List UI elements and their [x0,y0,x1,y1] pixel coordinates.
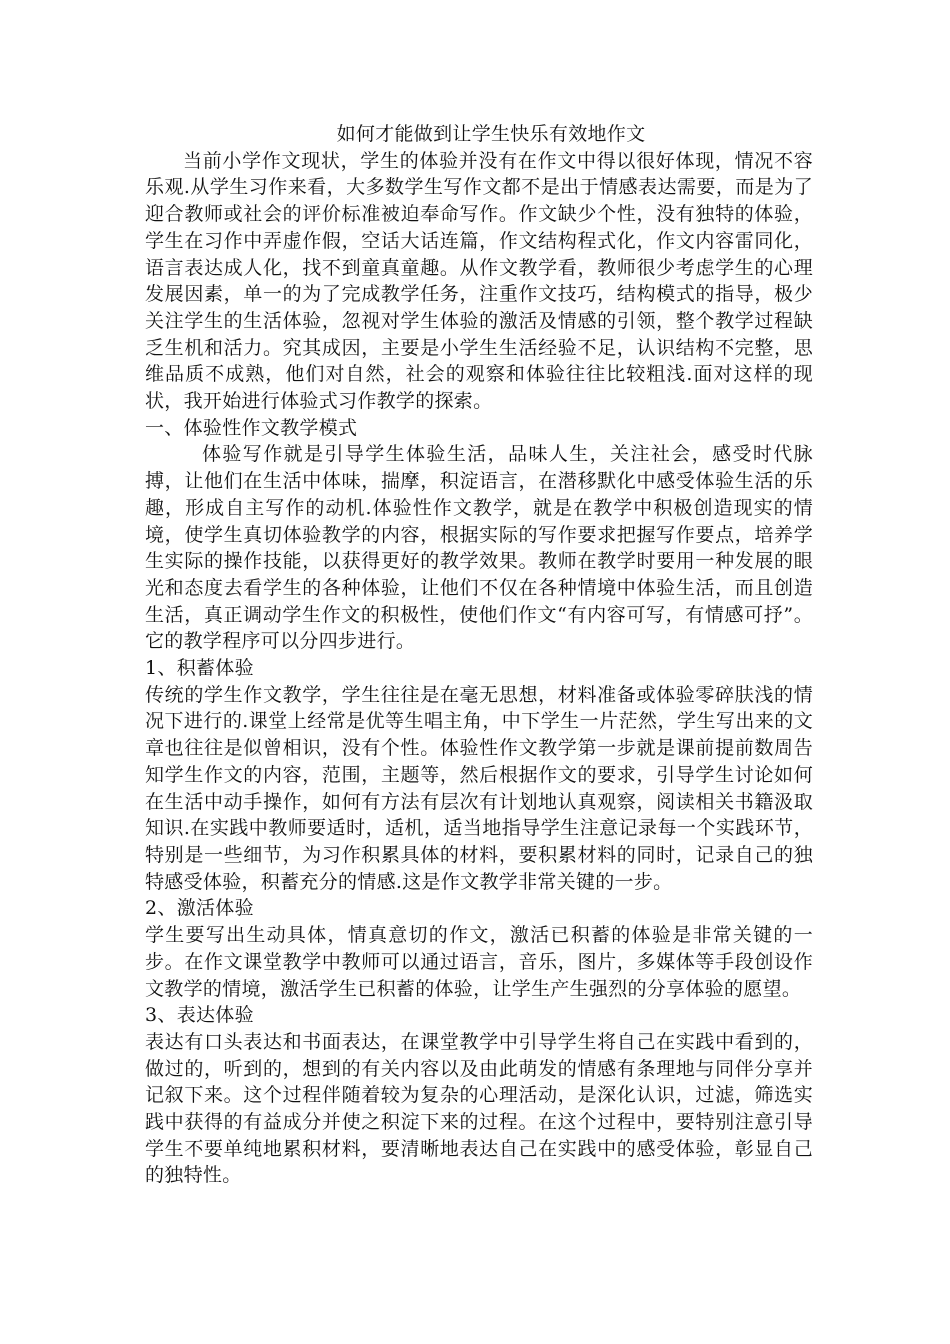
step1-paragraph: 传统的学生作文教学，学生往往是在毫无思想，材料准备或体验零碎肤浅的情况下进行的.课堂上经常是优等生唱主角，中下学生一片茫然，学生写出来的文章也往往是似曾相识，没有个性。体验性作文教学第一步就是课前提前数周告知学生作文的内容，范围，主题等，然后根据作文的要求，引导学生讨论如何在生活中动手操作，如何有方法有层次有计划地认真观察，阅读相关书籍汲取知识.在实践中教师要适时，适机，适当地指导学生注意记录每一个实践环节，特别是一些细节，为习作积累具体的材料，要积累材料的同时，记录自己的独特感受体验，积蓄充分的情感.这是作文教学非常关键的一步。 [145,683,813,893]
step2-paragraph: 学生要写出生动具体，情真意切的作文，激活已积蓄的体验是非常关键的一步。在作文课堂教学中教师可以通过语言，音乐，图片，多媒体等手段创设作文教学的情境，激活学生已积蓄的体验，让学生产生强烈的分享体验的愿望。 [145,924,813,1000]
document-title: 如何才能做到让学生快乐有效地作文 [336,123,646,145]
section1-paragraph: 体验写作就是引导学生体验生活，品味人生，关注社会，感受时代脉搏，让他们在生活中体味，揣摩，积淀语言，在潜移默化中感受体验生活的乐趣，形成自主写作的动机.体验性作文教学，就是在教学中积极创造现实的情境，使学生真切体验教学的内容，根据实际的写作要求把握写作要点，培养学生实际的操作技能，以获得更好的教学效果。教师在教学时要用一种发展的眼光和态度去看学生的各种体验，让他们不仅在各种情境中体验生活，而且创造生活，真正调动学生作文的积极性，使他们作文“有内容可写，有情感可抒”。它的教学程序可以分四步进行。 [145,443,813,653]
intro-paragraph: 当前小学作文现状，学生的体验并没有在作文中得以很好体现，情况不容乐观.从学生习作来看，大多数学生写作文都不是出于情感表达需要，而是为了迎合教师或社会的评价标准被迫奉命写作。作文缺少个性，没有独特的体验，学生在习作中弄虚作假，空话大话连篇，作文结构程式化，作文内容雷同化，语言表达成人化，找不到童真童趣。从作文教学看，教师很少考虑学生的心理发展因素，单一的为了完成教学任务，注重作文技巧，结构模式的指导，极少关注学生的生活体验，忽视对学生体验的激活及情感的引领，整个教学过程缺乏生机和活力。究其成因，主要是小学生生活经验不足，认识结构不完整，思维品质不成熟，他们对自然，社会的观察和体验往往比较粗浅.面对这样的现状，我开始进行体验式习作教学的探索。 [145,149,813,413]
step3-heading: 3、表达体验 [145,1004,254,1027]
document-body [145,121,813,1189]
step2-heading: 2、激活体验 [145,897,254,920]
step3-paragraph: 表达有口头表达和书面表达，在课堂教学中引导学生将自己在实践中看到的，做过的，听到的，想到的有关内容以及由此萌发的情感有条理地与同伴分享并记叙下来。这个过程伴随着较为复杂的心理活动，是深化认识，过滤，筛选实践中获得的有益成分并使之积淀下来的过程。在这个过程中，要特别注意引导学生不要单纯地累积材料，要清晰地表达自己在实践中的感受体验，彰显自己的独特性。 [145,1030,813,1187]
section1-heading: 一、体验性作文教学模式 [145,416,358,439]
step1-heading: 1、积蓄体验 [145,657,254,680]
